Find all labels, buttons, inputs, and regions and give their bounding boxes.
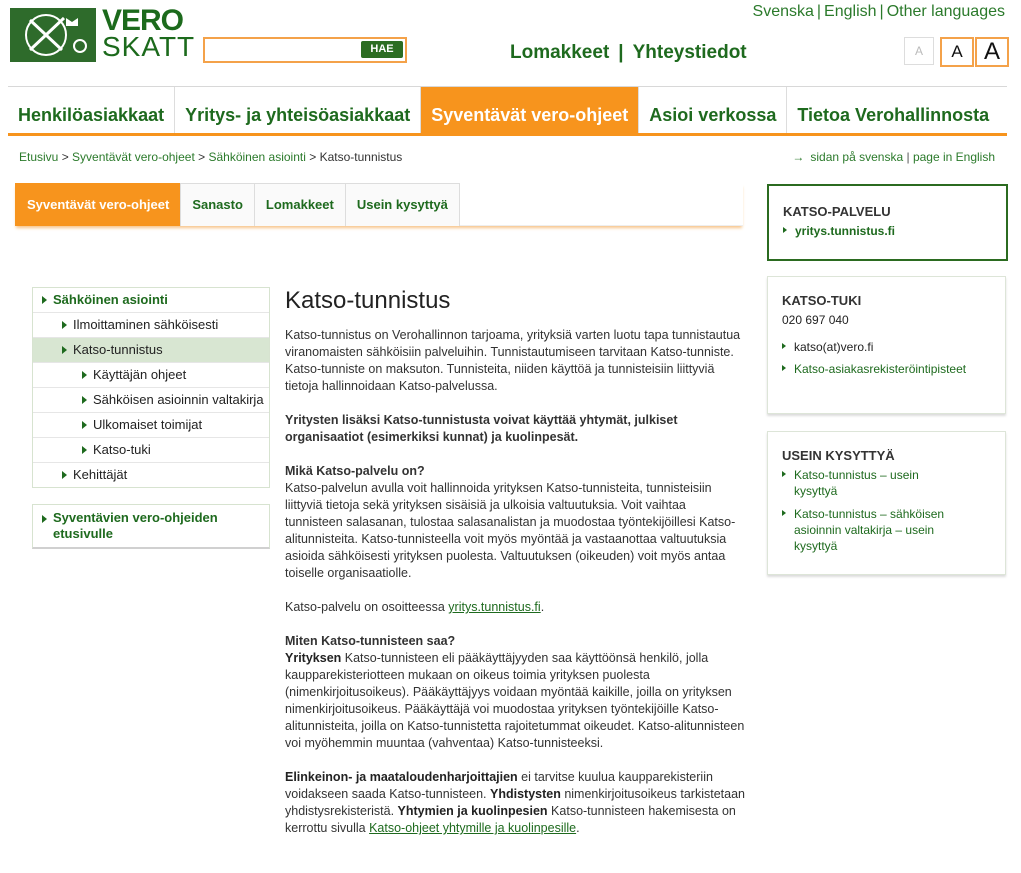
- leftnav-item[interactable]: [33, 463, 269, 487]
- breadcrumb-current: Katso-tunnistus: [319, 150, 403, 164]
- triangle-right-icon: [82, 396, 87, 404]
- triangle-right-icon: [782, 365, 786, 371]
- bold-yhdistysten: Yhdistysten: [490, 787, 561, 801]
- search-input[interactable]: [207, 41, 361, 59]
- breadcrumb-etusivu[interactable]: Etusivu: [19, 150, 59, 164]
- main-nav-yritysasiakkaat[interactable]: Yritys- ja yhteisöasiakkaat: [175, 87, 421, 133]
- logo-emblem-icon: [10, 8, 96, 62]
- link-support-email[interactable]: [782, 339, 982, 355]
- triangle-right-icon: [782, 471, 786, 477]
- paragraph-address: [285, 599, 745, 616]
- lang-link-other[interactable]: Other languages: [886, 3, 1005, 20]
- breadcrumb-sahkoinen[interactable]: Sähköinen asiointi: [208, 150, 306, 164]
- link-faq-2[interactable]: [782, 506, 967, 554]
- arrow-right-icon: →: [792, 150, 805, 164]
- logo[interactable]: [10, 4, 196, 64]
- others-text-3: Katso-tunnisteen hakemisesta on kerrottu sivulla: [285, 804, 736, 835]
- triangle-right-icon: [82, 421, 87, 429]
- logo-text-skatt: SKATT: [102, 31, 196, 62]
- bold-elinkeino: Elinkeinon- ja maataloudenharjoittajien: [285, 770, 518, 784]
- font-size-medium-button[interactable]: A: [940, 37, 974, 67]
- others-text-2: nimenkirjoitusoikeus tarkistetaan yhdistysrekisteristä.: [285, 787, 745, 818]
- language-links: Svenska | English | Other languages: [752, 3, 1005, 20]
- breadcrumb: Etusivu > Syventävät vero-ohjeet > Sähköinen asiointi > Katso-tunnistus: [19, 150, 403, 164]
- leftnav-label: Sähköinen asiointi: [53, 292, 168, 307]
- heading-what: Mikä Katso-palvelu on?: [285, 464, 425, 478]
- lang-link-english[interactable]: English: [824, 3, 877, 20]
- link-label: Katso-tunnistus – sähköisen asioinnin valtakirja – usein kysyttyä: [794, 507, 945, 553]
- triangle-right-icon: [42, 296, 47, 304]
- paragraph-what: Katso-palvelun avulla voit hallinnoida yrityksen Katso-tunnisteita, tunnisteisiin liittyviä tietoja sekä yrityksen sisäisiä ja ulkoisia valtuutuksia. Voit vaihtaa tunnisteen salasanan, tulostaa salasanalistan ja muodostaa työntekijöillesi Katso-alitunnisteita. Katso-tunnisteella voit myös myöntää ja vastaanottaa valtuutuksia asioida sähköisesti yrityksen puolesta. Valtuutuksen (oikeuden) voit myös antaa toiselle organisaatiolle.: [285, 481, 736, 580]
- bold-yrityksen: Yrityksen: [285, 651, 342, 665]
- leftnav-back-label: Syventävien vero-ohjeiden etusivulle: [53, 510, 218, 541]
- leftnav-back-link[interactable]: [32, 504, 270, 549]
- box-katso-tuki: [767, 276, 1006, 414]
- main-nav-tietoa[interactable]: Tietoa Verohallinnosta: [797, 105, 990, 125]
- sub-tabs: [15, 183, 743, 226]
- paragraph-how: [285, 650, 745, 752]
- leftnav-label: Käyttäjän ohjeet: [93, 367, 187, 382]
- link-faq-1[interactable]: [782, 467, 942, 499]
- box-usein-kysyttya: [767, 431, 1006, 575]
- others-text-1: ei tarvitse kuulua kaupparekisteriin voidakseen saada Katso-tunnisteen.: [285, 770, 713, 801]
- triangle-right-icon: [82, 371, 87, 379]
- link-yritys-tunnistus[interactable]: yritys.tunnistus.fi: [448, 600, 541, 614]
- tab-usein-kysyttya[interactable]: Usein kysyttyä: [345, 183, 460, 226]
- triangle-right-icon: [783, 227, 787, 233]
- link-label: katso(at)vero.fi: [794, 340, 874, 354]
- leftnav-label: Ulkomaiset toimijat: [93, 417, 203, 432]
- box-title: KATSO-PALVELU: [783, 204, 891, 219]
- link-page-swedish[interactable]: sidan på svenska: [810, 150, 904, 164]
- box-title: USEIN KYSYTTYÄ: [782, 448, 895, 463]
- search-box: [203, 37, 407, 63]
- bold-yhtymien: Yhtymien ja kuolinpesien: [397, 804, 548, 818]
- leftnav-label: Kehittäjät: [73, 467, 128, 482]
- tab-syventavat[interactable]: Syventävät vero-ohjeet: [15, 183, 181, 226]
- triangle-right-icon: [62, 321, 67, 329]
- lang-link-svenska[interactable]: Svenska: [752, 3, 814, 20]
- top-link-contacts[interactable]: Yhteystiedot: [632, 42, 747, 63]
- triangle-right-icon: [782, 343, 786, 349]
- address-suffix: .: [540, 600, 545, 614]
- triangle-right-icon: [82, 446, 87, 454]
- triangle-right-icon: [62, 471, 67, 479]
- paragraph-intro: Katso-tunnistus on Verohallinnon tarjoama, yrityksiä varten luotu tapa tunnistautua viranomaisten sähköisiin palveluihin. Tunnistautumiseen tarvitaan Katso-tunniste. Katso-tunniste on maksuton. Tunnisteita, niiden käyttöä ja tunnisteisiin liittyviä tietoja hallinnoidaan Katso-palvelussa.: [285, 328, 741, 393]
- others-end: .: [576, 821, 580, 835]
- alternate-language-links: [792, 150, 995, 164]
- logo-text-vero: VERO: [102, 4, 184, 37]
- box-title: KATSO-TUKI: [782, 293, 862, 308]
- font-size-small-button[interactable]: A: [904, 37, 934, 65]
- triangle-right-icon: [42, 515, 47, 523]
- leftnav-item[interactable]: [33, 288, 269, 313]
- tab-sanasto[interactable]: Sanasto: [180, 183, 255, 226]
- box-katso-palvelu: [767, 184, 1008, 261]
- section-navigation: [32, 287, 270, 488]
- address-prefix: Katso-palvelu on osoitteessa: [285, 600, 449, 614]
- leftnav-label: Ilmoittaminen sähköisesti: [73, 317, 219, 332]
- triangle-right-icon: [782, 510, 786, 516]
- breadcrumb-syventavat[interactable]: Syventävät vero-ohjeet: [72, 150, 195, 164]
- search-button[interactable]: HAE: [361, 41, 403, 58]
- top-link-forms[interactable]: Lomakkeet: [510, 42, 610, 63]
- link-katso-palvelu[interactable]: [783, 223, 983, 239]
- leftnav-item[interactable]: [33, 363, 269, 388]
- link-label: Katso-asiakasrekisteröintipisteet: [794, 362, 967, 376]
- leftnav-item[interactable]: [33, 388, 269, 413]
- main-nav-syventavat-ohjeet[interactable]: Syventävät vero-ohjeet: [421, 87, 639, 133]
- link-page-english[interactable]: page in English: [912, 150, 995, 164]
- tab-lomakkeet[interactable]: Lomakkeet: [254, 183, 346, 226]
- link-label: Katso-tunnistus – usein kysyttyä: [794, 468, 919, 498]
- main-content: [285, 287, 745, 854]
- leftnav-label: Sähköisen asioinnin valtakirja: [93, 392, 264, 407]
- link-katso-ohjeet[interactable]: Katso-ohjeet yhtymille ja kuolinpesille: [369, 821, 577, 835]
- leftnav-item[interactable]: [33, 313, 269, 338]
- link-label: yritys.tunnistus.fi: [795, 224, 896, 238]
- leftnav-item[interactable]: [33, 438, 269, 463]
- support-phone: 020 697 040: [782, 313, 849, 327]
- main-nav-asioi-verkossa[interactable]: Asioi verkossa: [639, 87, 787, 133]
- font-size-large-button[interactable]: A: [975, 37, 1009, 67]
- main-navigation: [8, 86, 1007, 136]
- paragraph-others: [285, 769, 745, 837]
- leftnav-item[interactable]: [33, 413, 269, 438]
- alt-lang-separator: |: [906, 150, 910, 164]
- main-nav-henkiloasiakkaat[interactable]: Henkilöasiakkaat: [8, 87, 175, 133]
- paragraph-lead: Yritysten lisäksi Katso-tunnistusta voivat käyttää yhtymät, julkiset organisaatiot (esimerkiksi kunnat) ja kuolinpesät.: [285, 413, 678, 444]
- page-title: Katso-tunnistus: [285, 287, 451, 314]
- how-text: Katso-tunnisteen eli pääkäyttäjyyden saa käyttöönsä henkilö, jolla kaupparekisteriotteen mukaan on oikeus toimia yrityksen puolesta (nimenkirjoitusoikeus). Pääkäyttäjyys voidaan myöntää kaikille, joilla on yrityksen nimenkirjoitusoikeus. Pääkäyttäjä voi muodostaa yrityksen työntekijöille Katso-alitunnisteita, joilla on Katso-tunnistetta rajoitetummat oikeudet. Katso-alitunnisteen voi myöhemmin muuntaa (vahventaa) Katso-tunnisteeksi.: [285, 651, 745, 750]
- triangle-right-icon: [62, 346, 67, 354]
- leftnav-label: Katso-tuki: [93, 442, 151, 457]
- link-registration-points[interactable]: [782, 361, 982, 377]
- heading-how: Miten Katso-tunnisteen saa?: [285, 634, 456, 648]
- top-links: Lomakkeet | Yhteystiedot: [510, 42, 747, 63]
- leftnav-item-active[interactable]: [33, 338, 269, 363]
- leftnav-label: Katso-tunnistus: [73, 342, 163, 357]
